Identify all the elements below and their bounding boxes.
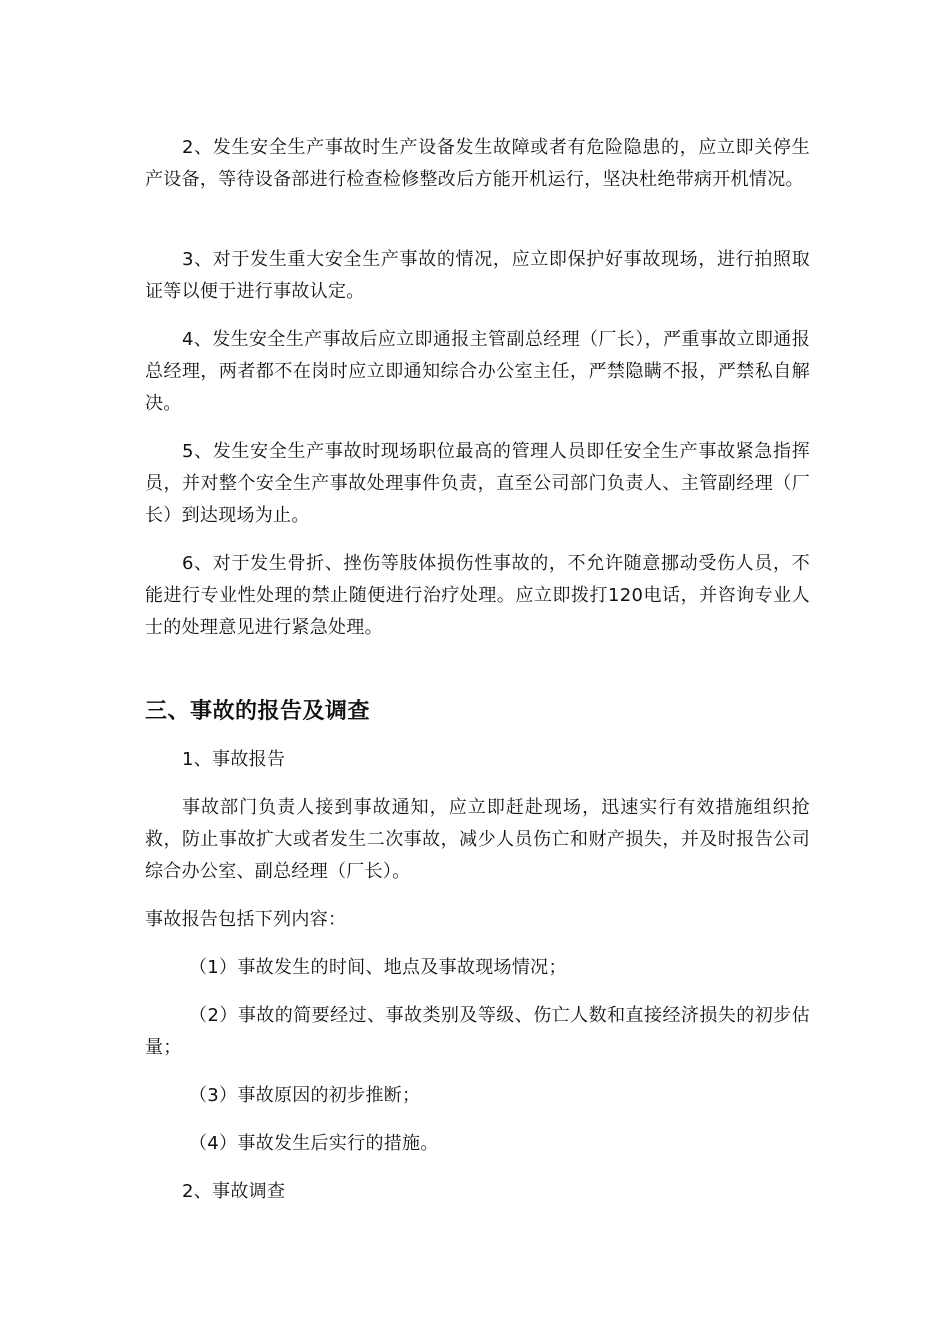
- item-6-paragraph: 6、对于发生骨折、挫伤等肢体损伤性事故的，不允许随意挪动受伤人员，不能进行专业性处理的禁止随便进行治疗处理。应立即拨打120电话，并咨询专业人士的处理意见进行紧急处理。: [145, 553, 810, 638]
- subheading-accident-report: 1、事故报告: [182, 749, 286, 770]
- subheading-accident-investigation: 2、事故调查: [182, 1181, 286, 1202]
- list-item: （3）事故原因的初步推断；: [189, 1085, 421, 1106]
- item-4-paragraph: 4、发生安全生产事故后应立即通报主管副总经理（厂长），严重事故立即通报总经理，两者都不在岗时应立即通知综合办公室主任，严禁隐瞒不报，严禁私自解决。: [145, 329, 810, 414]
- list-item: （1）事故发生的时间、地点及事故现场情况；: [189, 957, 567, 978]
- accident-report-paragraph: 事故部门负责人接到事故通知，应立即赶赴现场，迅速实行有效措施组织抢救，防止事故扩大或者发生二次事故，减少人员伤亡和财产损失，并及时报告公司综合办公室、副总经理（厂长）。: [145, 797, 810, 882]
- report-contents-intro: 事故报告包括下列内容：: [145, 909, 347, 930]
- list-item: （4）事故发生后实行的措施。: [189, 1133, 439, 1154]
- item-5-paragraph: 5、发生安全生产事故时现场职位最高的管理人员即任安全生产事故紧急指挥员，并对整个安全生产事故处理事件负责，直至公司部门负责人、主管副经理（厂长）到达现场为止。: [145, 441, 810, 526]
- list-item: （2）事故的简要经过、事故类别及等级、伤亡人数和直接经济损失的初步估量；: [145, 1005, 810, 1058]
- item-3-paragraph: 3、对于发生重大安全生产事故的情况，应立即保护好事故现场，进行拍照取证等以便于进行事故认定。: [145, 249, 810, 302]
- section-3-heading: 三、事故的报告及调查: [145, 699, 371, 724]
- item-2-paragraph: 2、发生安全生产事故时生产设备发生故障或者有危险隐患的，应立即关停生产设备，等待设备部进行检查检修整改后方能开机运行，坚决杜绝带病开机情况。: [145, 137, 810, 190]
